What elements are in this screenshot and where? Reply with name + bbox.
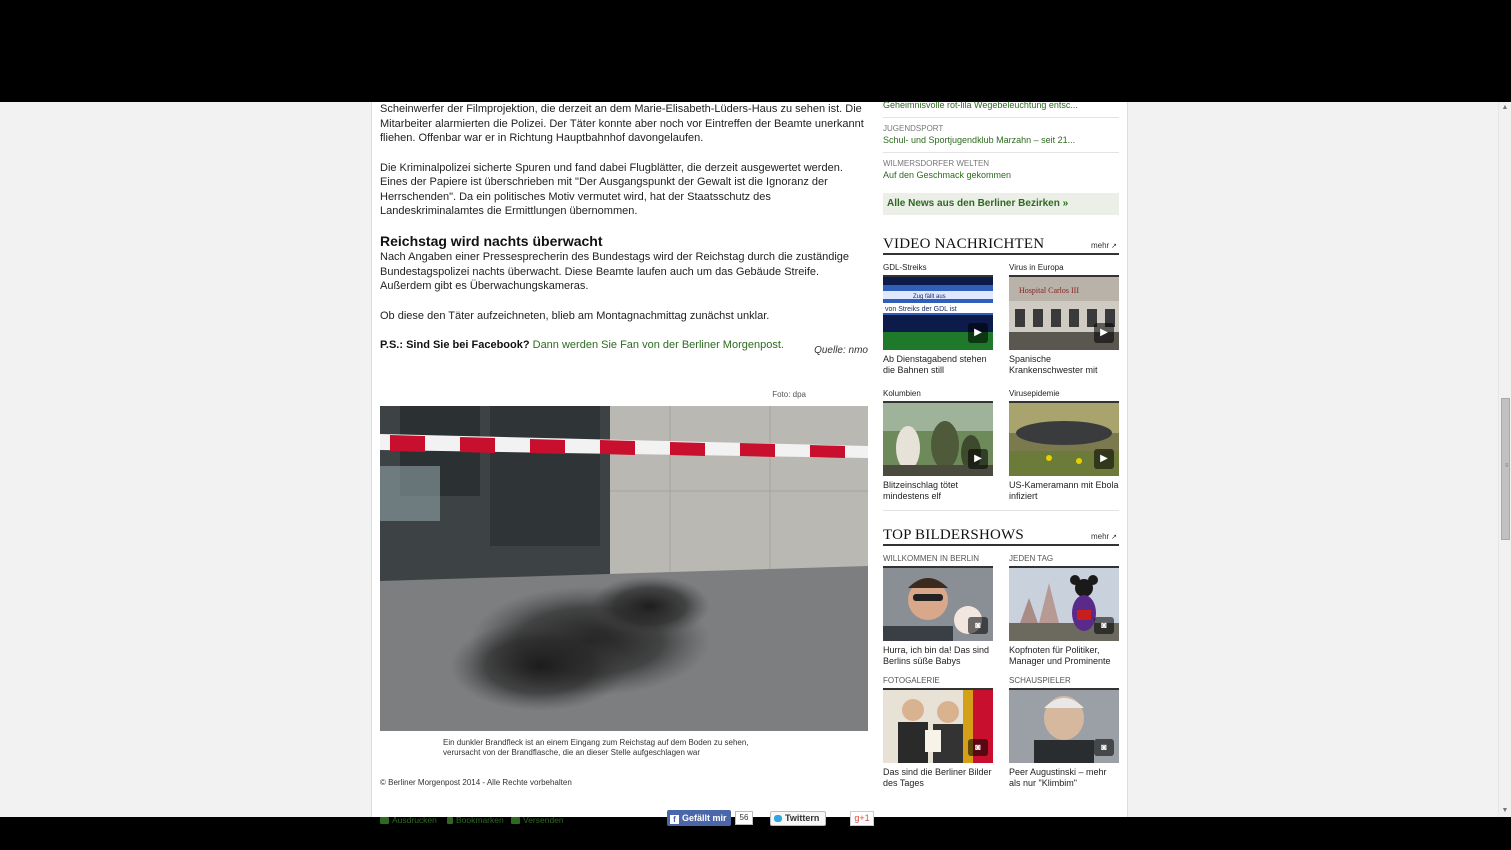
gallery-tile[interactable] (883, 554, 993, 667)
gallery-category: JEDEN TAG (1009, 554, 1054, 563)
gallery-category: WILLKOMMEN IN BERLIN (883, 554, 980, 563)
facebook-like-button[interactable] (667, 810, 731, 826)
scrollbar-thumb[interactable] (1501, 398, 1510, 540)
article-toolbar (380, 810, 868, 828)
twitter-button[interactable]: Twittern (770, 811, 826, 826)
gallery-title[interactable]: Das sind die Berliner Bilder des Tages (883, 767, 992, 788)
news-category: JUGENDSPORT (883, 124, 944, 133)
gallery-thumbnail[interactable] (883, 566, 993, 639)
gallery-title[interactable]: Kopfnoten für Politiker, Manager und Prominente (1009, 645, 1111, 666)
video-category: Virusepidemie (1009, 389, 1060, 398)
video-title[interactable]: Blitzeinschlag tötet mindestens elf (883, 480, 959, 501)
grip-icon: ≡ (1505, 463, 1509, 469)
burn-mark-photo (380, 406, 868, 731)
like-count: 56 (735, 811, 753, 825)
gallery-tile[interactable] (1009, 554, 1119, 667)
video-category: GDL-Streiks (883, 263, 927, 272)
article-photo[interactable] (380, 406, 868, 731)
video-tile[interactable] (1009, 263, 1119, 376)
video-thumbnail[interactable] (1009, 401, 1119, 474)
article-subheading: Reichstag wird nachts überwacht (380, 232, 603, 249)
gallery-tile[interactable] (883, 676, 993, 789)
video-tile[interactable] (883, 263, 993, 376)
gallery-section-header (883, 526, 1119, 546)
google-plus-button[interactable]: g+1 (850, 811, 874, 826)
gallery-grid (883, 546, 1119, 816)
gallery-category: SCHAUSPIELER (1009, 676, 1071, 685)
play-icon[interactable]: ▶ (968, 323, 988, 343)
ps-label: P.S.: Sind Sie bei Facebook? (380, 339, 530, 351)
all-news-link[interactable]: Alle News aus den Berliner Bezirken » (883, 193, 1119, 215)
video-thumbnail[interactable] (883, 275, 993, 348)
camera-icon: ◙ (968, 617, 988, 634)
article-source: Quelle: nmo (814, 345, 868, 356)
article-paragraph: Nach Angaben einer Pressesprecherin des Bundestags wird der Reichstag durch die zuständige Bundestagspolizei nachts überwacht. Diese Beamte laufen auch um das Gebäude Streife. Außerdem gibt es Überwachungskameras. (380, 251, 850, 292)
video-category: Kolumbien (883, 389, 921, 398)
video-category: Virus in Europa (1009, 263, 1064, 272)
page-content (371, 100, 1128, 825)
play-icon[interactable]: ▶ (1094, 323, 1114, 343)
article-paragraph: Scheinwerfer der Filmprojektion, die derzeit an dem Marie-Elisabeth-Lüders-Haus zu sehen ist. Die Mitarbeiter alarmierten die Polizei. Der Täter konnte aber noch vor Eintreffen der Beamte unerkannt fliehen. Offenbar war er in Richtung Hauptbahnhof davongelaufen. (380, 103, 864, 144)
video-more-link[interactable]: mehr ↗ (1091, 241, 1117, 250)
news-link[interactable]: Auf den Geschmack gekommen (883, 170, 1012, 180)
news-link[interactable]: Schul- und Sportjugendklub Marzahn – seit 21... (883, 135, 1076, 145)
camera-icon: ◙ (1094, 739, 1114, 756)
news-item[interactable] (883, 124, 1119, 153)
send-button[interactable] (511, 813, 564, 828)
gallery-title[interactable]: Hurra, ich bin da! Das sind Berlins süße Babys (883, 645, 990, 666)
section-divider (883, 510, 1119, 511)
news-item[interactable] (883, 99, 1119, 118)
svg-text:Zug fällt aus: Zug fällt aus (913, 294, 946, 300)
news-item[interactable] (883, 159, 1119, 187)
gallery-heading: TOP BILDERSHOWS (883, 527, 1024, 543)
photo-credit: Foto: dpa (772, 390, 806, 399)
gallery-more-link[interactable]: mehr ↗ (1091, 532, 1117, 541)
bookmark-button[interactable] (447, 813, 504, 828)
gallery-thumbnail[interactable] (883, 688, 993, 761)
printer-icon (380, 817, 389, 824)
print-button[interactable] (380, 813, 437, 828)
facebook-icon: f (670, 815, 679, 824)
news-category: WILMERSDORFER WELTEN (883, 159, 990, 168)
copyright-notice: © Berliner Morgenpost 2014 - Alle Rechte vorbehalten (380, 777, 572, 787)
scroll-up-icon[interactable]: ▲ (1501, 104, 1509, 111)
gallery-thumbnail[interactable] (1009, 566, 1119, 639)
video-thumbnail[interactable] (883, 401, 993, 474)
facebook-promo (380, 338, 868, 364)
video-title[interactable]: US-Kameramann mit Ebola infiziert (1009, 480, 1119, 501)
article-paragraph: Die Kriminalpolizei sicherte Spuren und fand dabei Flugblätter, die derzeit ausgewertet werden. Eines der Papiere ist überschrieben mit "Der Ausgangspunkt der Gewalt ist die Ignoranz der Herrschenden". Da ein politisches Motiv vermutet wird, hat der Staatsschutz des Landeskriminalamtes die Ermittlungen übernommen. (380, 161, 843, 217)
video-title[interactable]: Spanische Krankenschwester mit (1009, 354, 1098, 375)
video-tile[interactable] (1009, 389, 1119, 502)
svg-text:Hospital Carlos III: Hospital Carlos III (1019, 286, 1079, 295)
bookmark-label: Bookmarken (456, 815, 504, 825)
svg-text:von Streiks der GDL ist: von Streiks der GDL ist (885, 306, 957, 313)
play-icon[interactable]: ▶ (968, 449, 988, 469)
news-link[interactable]: Geheimnisvolle rot-lila Wegebeleuchtung entsc... (883, 100, 1078, 110)
browser-viewport (0, 100, 1511, 825)
camera-icon: ◙ (1094, 617, 1114, 634)
print-label: Ausdrucken (392, 815, 437, 825)
envelope-icon (511, 817, 520, 824)
facebook-fan-link[interactable]: Dann werden Sie Fan von der Berliner Morgenpost. (532, 339, 784, 351)
video-section-header (883, 235, 1119, 255)
play-icon[interactable]: ▶ (1094, 449, 1114, 469)
video-thumbnail[interactable] (1009, 275, 1119, 348)
camera-icon: ◙ (968, 739, 988, 756)
send-label: Versenden (523, 815, 564, 825)
article-body (380, 102, 868, 828)
bookmark-icon (447, 817, 453, 824)
vertical-scrollbar[interactable] (1498, 102, 1511, 817)
like-label: Gefällt mir (682, 813, 727, 823)
gallery-title[interactable]: Peer Augustinski – mehr als nur "Klimbim" (1009, 767, 1107, 788)
video-grid (883, 255, 1119, 523)
sidebar (883, 102, 1119, 816)
scroll-down-icon[interactable]: ▼ (1501, 807, 1509, 814)
photo-caption: Ein dunkler Brandfleck ist an einem Eingang zum Reichstag auf dem Boden zu sehen, verursacht von der Brandflasche, die an dieser Stelle aufgeschlagen war (443, 737, 749, 757)
gallery-thumbnail[interactable] (1009, 688, 1119, 761)
video-heading: VIDEO NACHRICHTEN (883, 236, 1045, 252)
gallery-category: FOTOGALERIE (883, 676, 940, 685)
gallery-tile[interactable] (1009, 676, 1119, 789)
video-title[interactable]: Ab Dienstagabend stehen die Bahnen still (883, 354, 987, 375)
video-tile[interactable] (883, 389, 993, 502)
article-paragraph: Ob diese den Täter aufzeichneten, blieb am Montagnachmittag zunächst unklar. (380, 309, 770, 322)
